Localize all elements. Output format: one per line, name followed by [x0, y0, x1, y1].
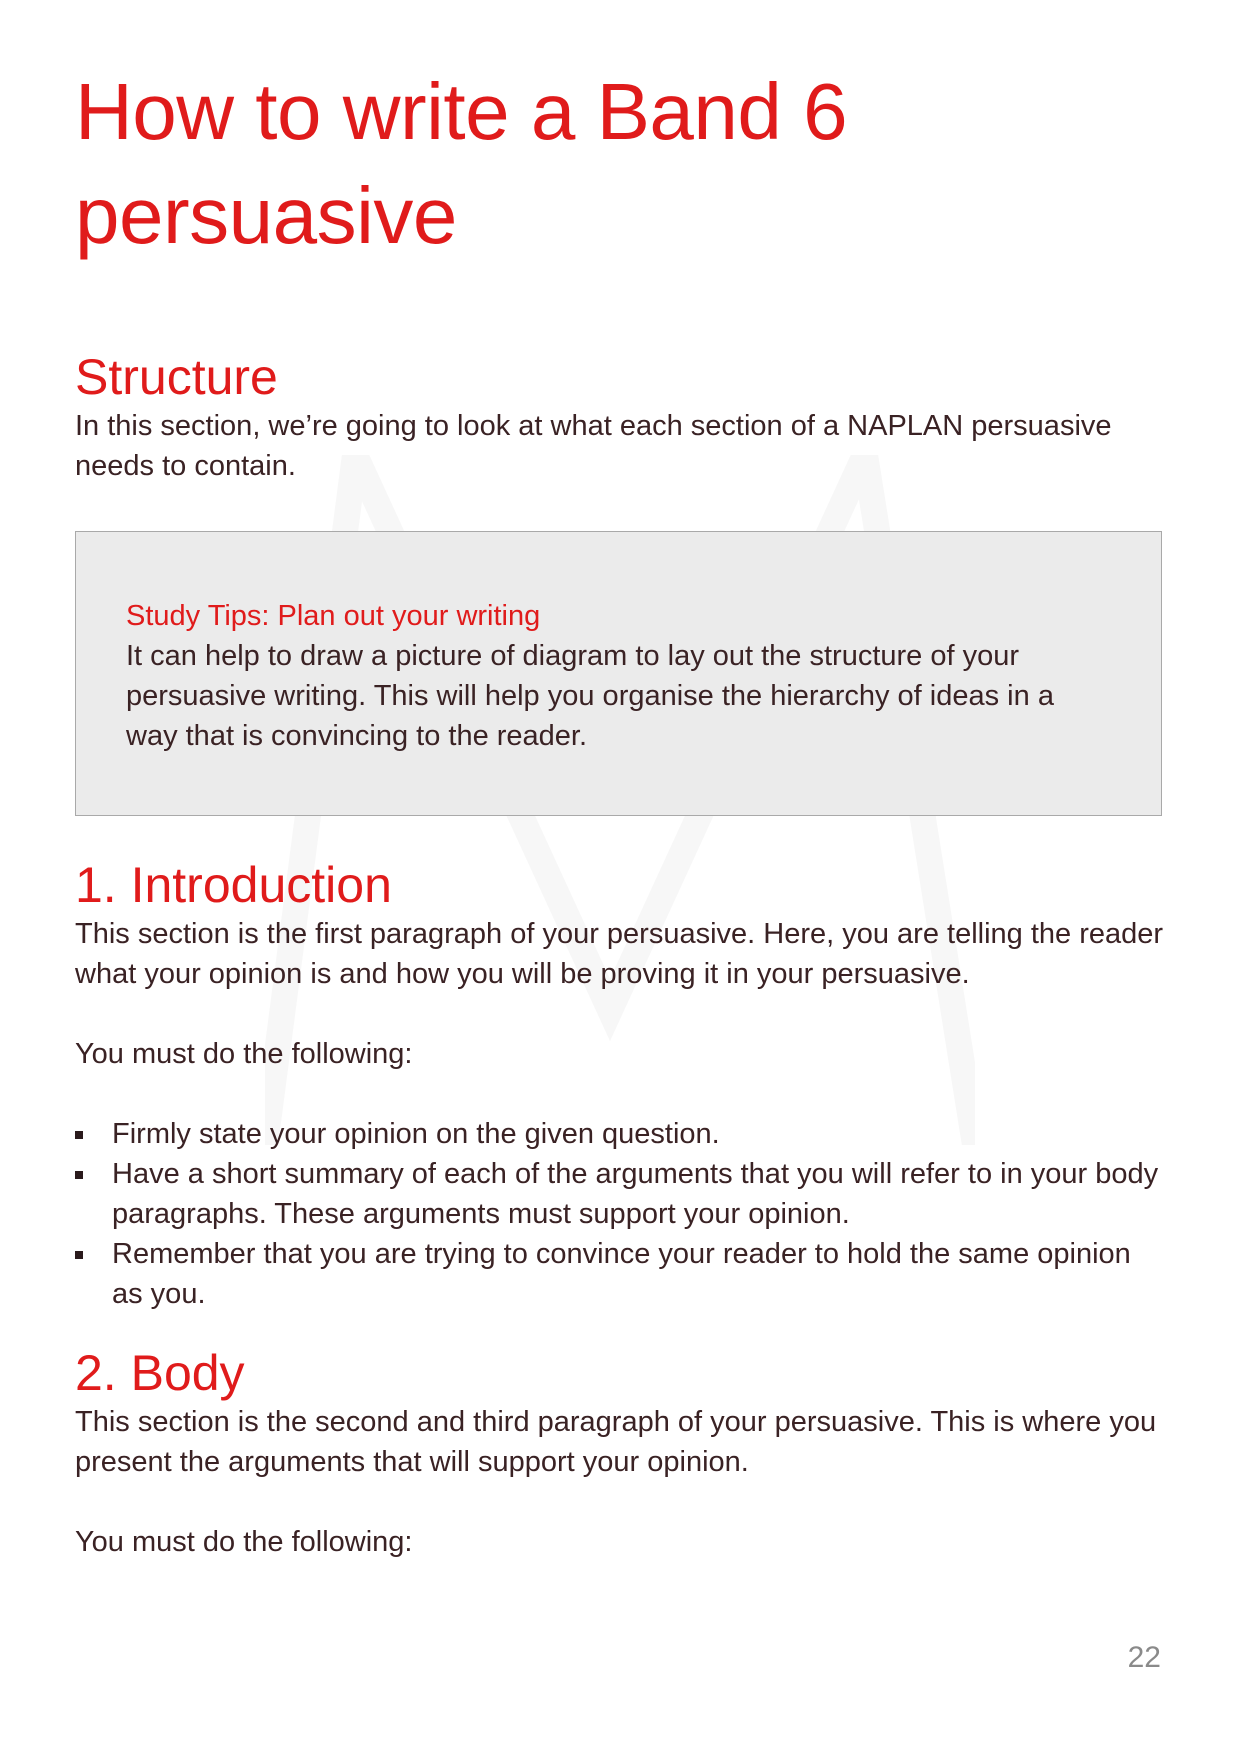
introduction-heading: 1. Introduction [75, 857, 392, 913]
square-bullet-icon [75, 1131, 83, 1139]
list-item-text: Remember that you are trying to convince your reader to hold the same opinion as you. [112, 1238, 1131, 1310]
list-item [75, 1154, 1165, 1234]
body-heading: 2. Body [75, 1345, 245, 1401]
page-title: How to write a Band 6 persuasive [75, 67, 848, 260]
introduction-bullet-list [75, 1114, 1165, 1314]
introduction-text: This section is the first paragraph of your persuasive. Here, you are telling the reader what your opinion is and how you will be proving it in your persuasive. [75, 918, 1164, 990]
square-bullet-icon [75, 1171, 83, 1179]
study-tip-title: Study Tips: Plan out your writing [126, 600, 541, 632]
list-item-text: Firmly state your opinion on the given question. [112, 1118, 720, 1150]
body-text: This section is the second and third paragraph of your persuasive. This is where you present the arguments that will support your opinion. [75, 1406, 1157, 1478]
list-item [75, 1114, 1165, 1154]
page-number: 22 [1127, 1641, 1161, 1674]
page-content [75, 60, 1165, 1562]
list-item [75, 1234, 1165, 1314]
structure-text: In this section, we’re going to look at what each section of a NAPLAN persuasive needs to contain. [75, 410, 1112, 482]
structure-heading: Structure [75, 349, 278, 405]
introduction-lead: You must do the following: [75, 1038, 413, 1070]
list-item-text: Have a short summary of each of the arguments that you will refer to in your body paragraphs. These arguments must support your opinion. [112, 1158, 1159, 1230]
body-lead: You must do the following: [75, 1526, 413, 1558]
study-tip-box [75, 531, 1162, 816]
square-bullet-icon [75, 1251, 83, 1259]
study-tip-text: It can help to draw a picture of diagram to lay out the structure of your persuasive writing. This will help you organise the hierarchy of ideas in a way that is convincing to the reader. [126, 640, 1054, 752]
